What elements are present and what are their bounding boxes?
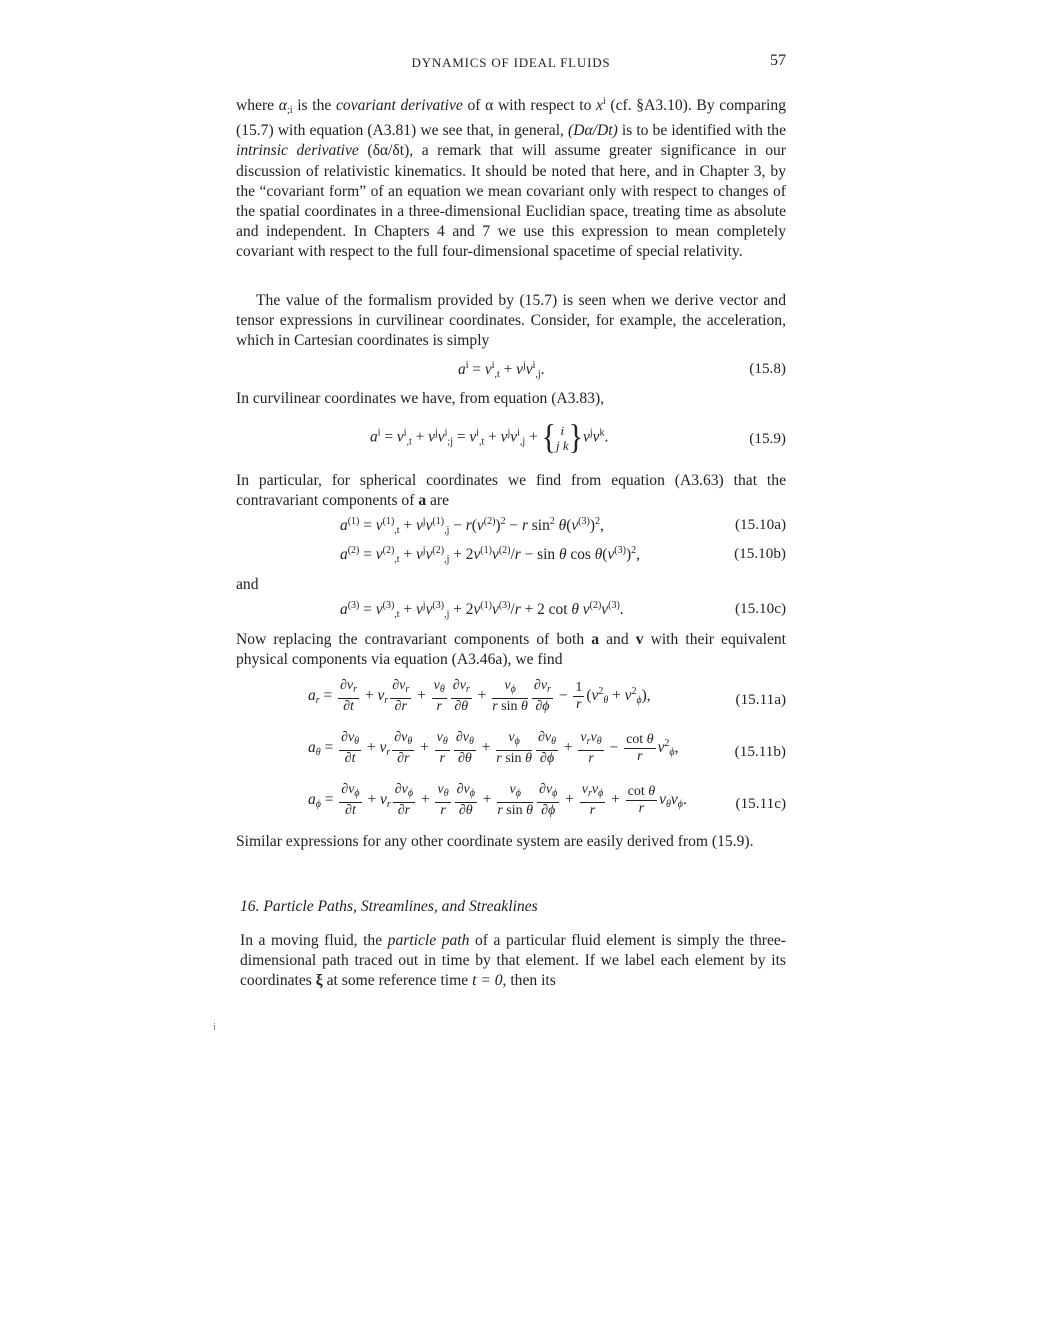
equation-15-11a: $a_r$ = $\frac{\partial v_r}{\partial t}$ + $v_r$ $\frac{\partial v_r}{\partial r}$ + $\frac{v_\theta}{r}$ $\frac{\partial v_r}{\partial\theta}$ + $\frac{v_\phi}{\text{r sin θ}}$ $\frac{\partial v_r}{\partial\phi}$ − $\frac{1}{r}$ $(v^2_\theta + v^2_\phi)$, (15.11a) xyxy=(308,678,786,714)
paragraph-covariant-derivative: where $\alpha_{;i}$ is the covariant derivative of α with respect to $x^i$ (cf. §A3.10). By comparing (15.7) with equation (A3.81) we see that, in general, (Dα/Dt) is to be identified with the intrinsic derivative (δα/δt), a remark that will assume greater significance in our discussion of relativistic kinematics. It should be noted that here, and in Chapter 3, by the “covariant form” of an equation we mean covariant only with respect to changes of the spatial coordinates in a three-dimensional Euclidian space, treating time as absolute and independent. In Chapters 4 and 7 we use this expression to mean completely covariant with respect to the full four-dimensional spacetime of special relativity. xyxy=(236,96,787,261)
equation-number: (15.8) xyxy=(749,360,786,377)
paragraph-formalism-value: The value of the formalism provided by (15.7) is seen when we derive vector and tensor expressions in curvilinear coordinates. Consider, for example, the acceleration, which in Cartesian coordinates is simply xyxy=(236,292,786,350)
equation-15-8: $a^i = v^i_{,t} + v^jv^i_{,j}$. (15.8) xyxy=(458,360,786,380)
paragraph-particle-path: In a moving fluid, the particle path of a particular fluid element is simply the three-dimensional path traced out in time by that element. If we label each element by its coordinates ξ at some reference time t = 0, then its xyxy=(240,932,786,990)
paragraph-similar-expressions: Similar expressions for any other coordinate system are easily derived from (15.9). xyxy=(236,833,754,850)
connective-and: and xyxy=(236,576,259,593)
equation-number: (15.11a) xyxy=(735,691,786,708)
equation-number: (15.10a) xyxy=(734,516,786,533)
paragraph-spherical: In particular, for spherical coordinates we find from equation (A3.63) that the contravariant components of a are xyxy=(236,472,786,510)
equation-number: (15.10c) xyxy=(734,600,786,617)
running-title: DYNAMICS OF IDEAL FLUIDS xyxy=(411,55,611,70)
equation-number: (15.9) xyxy=(749,430,786,447)
equation-number: (15.11c) xyxy=(735,795,786,812)
equation-number: (15.11b) xyxy=(734,743,786,760)
equation-15-10a: $a^{(1)} = v^{(1)}_{,t} + v^jv^{(1)}_{,j} - r(v^{(2)})^2 - r$ $\sin^2 \theta(v^{(3)})^2$, (15.10a) xyxy=(340,516,786,536)
equation-15-9: $a^i = v^i_{,t} + v^jv^i_{;j} = v^i_{,t} + v^jv^i_{,j}$ + { i j k }$v^jv^k$. (15.9) xyxy=(370,418,786,457)
equation-15-10b: $a^{(2)} = v^{(2)}_{,t} + v^jv^{(2)}_{,j} + 2v^{(1)}v^{(2)}/r - \sin \theta$ $\cos \theta(v^{(3)})^2$, (15.10b) xyxy=(340,545,786,565)
paragraph-physical-components: Now replacing the contravariant components of both a and v with their equivalent physical components via equation (A3.46a), we find xyxy=(236,631,786,669)
equation-15-10c: $a^{(3)} = v^{(3)}_{,t} + v^jv^{(3)}_{,j} + 2v^{(1)}v^{(3)}/r + 2$ cot θ $v^{(2)}v^{(3)}$. (15.10c) xyxy=(340,600,786,620)
equation-15-11b: $a_\theta$ = $\frac{\partial v_\theta}{\partial t}$ + $v_r$ $\frac{\partial v_\theta}{\partial r}$ + $\frac{v_\theta}{r}$ $\frac{\partial v_\theta}{\partial\theta}$ + $\frac{v_\phi}{\text{r sin θ}}$ $\frac{\partial v_\theta}{\partial\phi}$ + $\frac{v_rv_\theta}{r}$ − $\frac{\text{cot θ}}{r}$ $v^2_\phi$, (15.11b) xyxy=(308,730,786,766)
equation-number: (15.10b) xyxy=(734,545,786,562)
section-heading: 16. Particle Paths, Streamlines, and Streaklines xyxy=(240,898,538,915)
margin-mark: i xyxy=(213,1021,217,1033)
running-head xyxy=(236,52,786,72)
equation-15-11c: $a_\phi$ = $\frac{\partial v_\phi}{\partial t}$ + $v_r$ $\frac{\partial v_\phi}{\partial r}$ + $\frac{v_\theta}{r}$ $\frac{\partial v_\phi}{\partial\theta}$ + $\frac{v_\phi}{\text{r sin θ}}$ $\frac{\partial v_\phi}{\partial\phi}$ + $\frac{v_rv_\phi}{r}$ + $\frac{\text{cot θ}}{r}$ $v_\theta v_\phi$. (15.11c) xyxy=(308,782,786,818)
paragraph-curvilinear: In curvilinear coordinates we have, from equation (A3.83), xyxy=(236,390,605,407)
page-number: 57 xyxy=(770,52,786,69)
